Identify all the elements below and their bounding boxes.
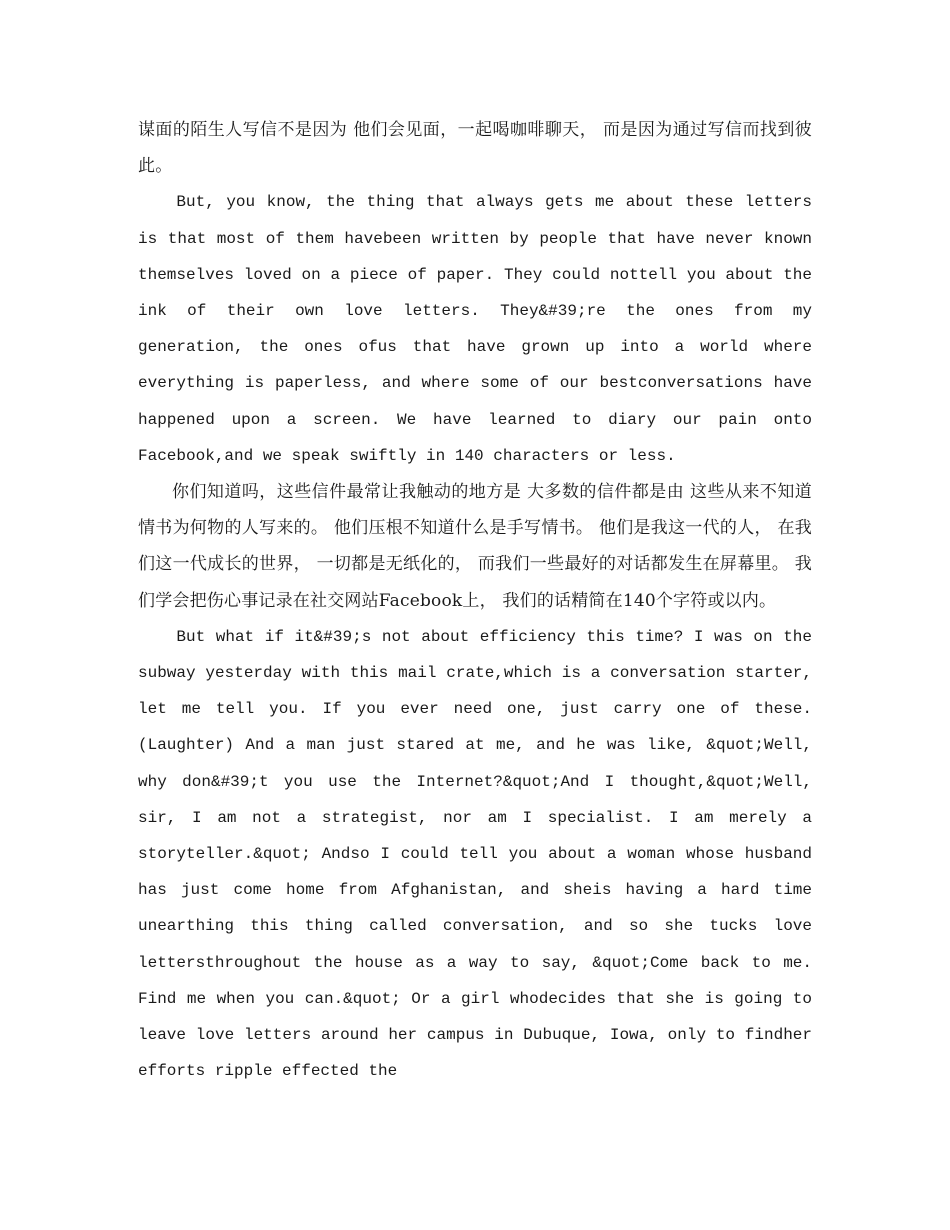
paragraph-chinese-letters: 你们知道吗，这些信件最常让我触动的地方是 大多数的信件都是由 这些从来不知道情书为何物的人写来的。 他们压根不知道什么是手写情书。 他们是我这一代的人， 在我们这一代成长的世界， 一切都是无纸化的， 而我们一些最好的对话都发生在屏幕里。 我们学会把伤心事记录在社交网站Facebook上， 我们的话精简在140个字符或以内。 [138, 482, 812, 611]
paragraph-english-letters: But, you know, the thing that always gets me about these letters is that most of them havebeen written by people that have never known themselves loved on a piece of paper. They could nottell you about the ink of their own love letters. They&#39;re the ones from my generation, the ones ofus that have grown up into a world where everything is paperless, and where some of our bestconversations have happened upon a screen. We have learned to diary our pain onto Facebook,and we speak swiftly in 140 characters or less. [138, 193, 812, 465]
paragraph-english-efficiency: But what if it&#39;s not about efficiency this time? I was on the subway yesterday with this mail crate,which is a conversation starter, let me tell you. If you ever need one, just carry one of these. (Laughter) And a man just stared at me, and he was like, &quot;Well, why don&#39;t you use the Internet?&quot;And I thought,&quot;Well, sir, I am not a strategist, nor am I specialist. I am merely a storyteller.&quot; Andso I could tell you about a woman whose husband has just come home from Afghanistan, and sheis having a hard time unearthing this thing called conversation, and so she tucks love lettersthroughout the house as a way to say, &quot;Come back to me. Find me when you can.&quot; Or a girl whodecides that she is going to leave love letters around her campus in Dubuque, Iowa, only to findher efforts ripple effected the [138, 627, 812, 1081]
document-page [138, 112, 812, 1089]
paragraph-chinese-continued: 谋面的陌生人写信不是因为 他们会见面，一起喝咖啡聊天， 而是因为通过写信而找到彼此。 [138, 120, 812, 177]
